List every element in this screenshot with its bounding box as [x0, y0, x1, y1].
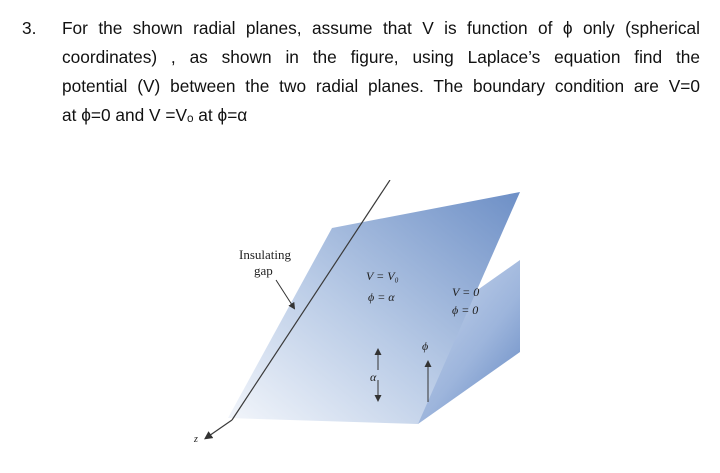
question-number: 3. [22, 18, 37, 38]
insulating-gap-label-line2: gap [254, 263, 273, 278]
question-line-4: at ϕ=0 and V =Vₒ at ϕ=α [62, 105, 248, 125]
alpha-label: α [370, 370, 377, 384]
question-line-2: coordinates) , as shown in the figure, using Laplace’s equation find the [62, 47, 700, 67]
plane1-angle-label: ϕ = α [368, 290, 395, 304]
z-axis-lower [206, 420, 232, 438]
plane1-potential-label: V = V₀ [366, 269, 399, 283]
plane2-angle-label: ϕ = 0 [452, 303, 479, 317]
question-line-3: potential (V) between the two radial planes. The boundary condition are V=0 [62, 76, 700, 96]
radial-planes-figure [190, 180, 530, 448]
insulating-gap-label-line1: Insulating [239, 247, 291, 262]
phi-label: ϕ [422, 339, 429, 353]
question-text [62, 14, 700, 130]
radial-planes-diagram [190, 180, 530, 448]
question-line-1: For the shown radial planes, assume that V is function of ϕ only (spherical [62, 18, 700, 38]
question-block [22, 14, 700, 130]
insulating-gap-arrow [276, 280, 294, 308]
z-label: z [194, 434, 198, 445]
plane2-potential-label: V = 0 [452, 285, 480, 299]
